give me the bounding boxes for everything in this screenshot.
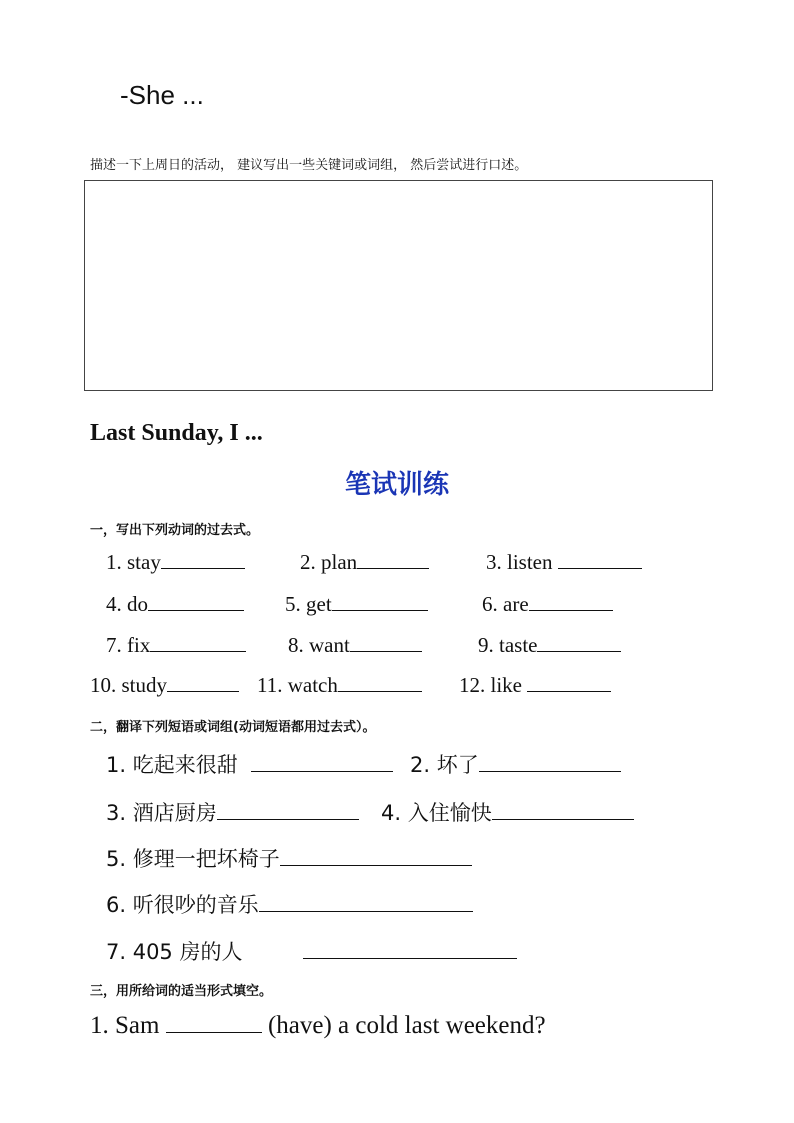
answer-blank[interactable] — [492, 818, 634, 820]
verb-label: 5. get — [285, 592, 332, 616]
writing-box[interactable] — [84, 180, 713, 391]
answer-blank[interactable] — [251, 770, 393, 772]
verb-item-8 — [288, 633, 422, 658]
verb-label: 3. listen — [486, 550, 553, 574]
verb-item-7 — [106, 633, 246, 658]
phrase-item-4 — [381, 797, 634, 827]
answer-blank[interactable] — [150, 650, 246, 652]
answer-blank[interactable] — [357, 567, 429, 569]
answer-blank[interactable] — [167, 690, 239, 692]
verb-item-12 — [459, 673, 611, 698]
answer-blank[interactable] — [529, 609, 613, 611]
section2-heading: 二，翻译下列短语或词组(动词短语都用过去式）。 — [90, 720, 376, 735]
phrase-label: 5. 修理一把坏椅子 — [106, 847, 280, 871]
verb-item-2 — [300, 550, 429, 575]
answer-blank[interactable] — [166, 1031, 262, 1033]
phrase-item-6 — [106, 889, 473, 919]
answer-blank[interactable] — [148, 609, 244, 611]
phrase-label: 4. 入住愉快 — [381, 801, 492, 825]
phrase-item-3 — [106, 797, 359, 827]
verb-item-1 — [106, 550, 245, 575]
verb-item-6 — [482, 592, 613, 617]
verb-label: 7. fix — [106, 633, 151, 657]
verb-item-4 — [106, 592, 244, 617]
section1-heading: 一，写出下列动词的过去式。 — [90, 523, 260, 538]
answer-blank[interactable] — [350, 650, 422, 652]
verb-label: 9. taste — [478, 633, 538, 657]
verb-label: 4. do — [106, 592, 148, 616]
verb-label: 12. like — [459, 673, 522, 697]
phrase-item-2 — [410, 749, 621, 779]
answer-blank[interactable] — [479, 770, 621, 772]
phrase-label: 7. 405 房的人 — [106, 940, 243, 964]
answer-blank[interactable] — [338, 690, 422, 692]
verb-label: 6. are — [482, 592, 529, 616]
phrase-item-5 — [106, 843, 472, 873]
verb-label: 10. study — [90, 673, 168, 697]
phrase-item-1 — [106, 749, 393, 779]
verb-item-5 — [285, 592, 428, 617]
fill-blank-question-1 — [90, 1012, 546, 1040]
phrase-label: 1. 吃起来很甜 — [106, 753, 238, 777]
last-sunday-prompt: Last Sunday, I ... — [90, 420, 263, 446]
answer-blank[interactable] — [217, 818, 359, 820]
verb-item-11 — [257, 673, 422, 698]
phrase-label: 2. 坏了 — [410, 753, 479, 777]
phrase-item-7 — [106, 936, 242, 966]
page-title: 笔试训练 — [344, 470, 449, 500]
she-line: -She ... — [120, 80, 204, 110]
verb-label: 11. watch — [257, 673, 338, 697]
question-prefix: 1. Sam — [90, 1012, 160, 1039]
answer-blank[interactable] — [161, 567, 245, 569]
answer-blank[interactable] — [537, 650, 621, 652]
answer-blank[interactable] — [332, 609, 428, 611]
answer-blank[interactable] — [259, 910, 473, 912]
verb-label: 2. plan — [300, 550, 358, 574]
section3-heading: 三，用所给词的适当形式填空。 — [90, 984, 273, 999]
phrase-label: 6. 听很吵的音乐 — [106, 893, 259, 917]
answer-blank[interactable] — [280, 864, 472, 866]
answer-blank[interactable] — [303, 958, 517, 959]
phrase-label: 3. 酒店厨房 — [106, 801, 217, 825]
answer-blank[interactable] — [527, 690, 611, 692]
verb-item-9 — [478, 633, 621, 658]
verb-item-3 — [486, 550, 642, 575]
answer-blank[interactable] — [558, 567, 642, 569]
question-suffix: (have) a cold last weekend? — [267, 1012, 546, 1039]
verb-item-10 — [90, 673, 239, 698]
verb-label: 8. want — [288, 633, 350, 657]
verb-label: 1. stay — [106, 550, 161, 574]
instruction-text: 描述一下上周日的活动， 建议写出一些关键词或词组， 然后尝试进行口述。 — [90, 158, 528, 173]
